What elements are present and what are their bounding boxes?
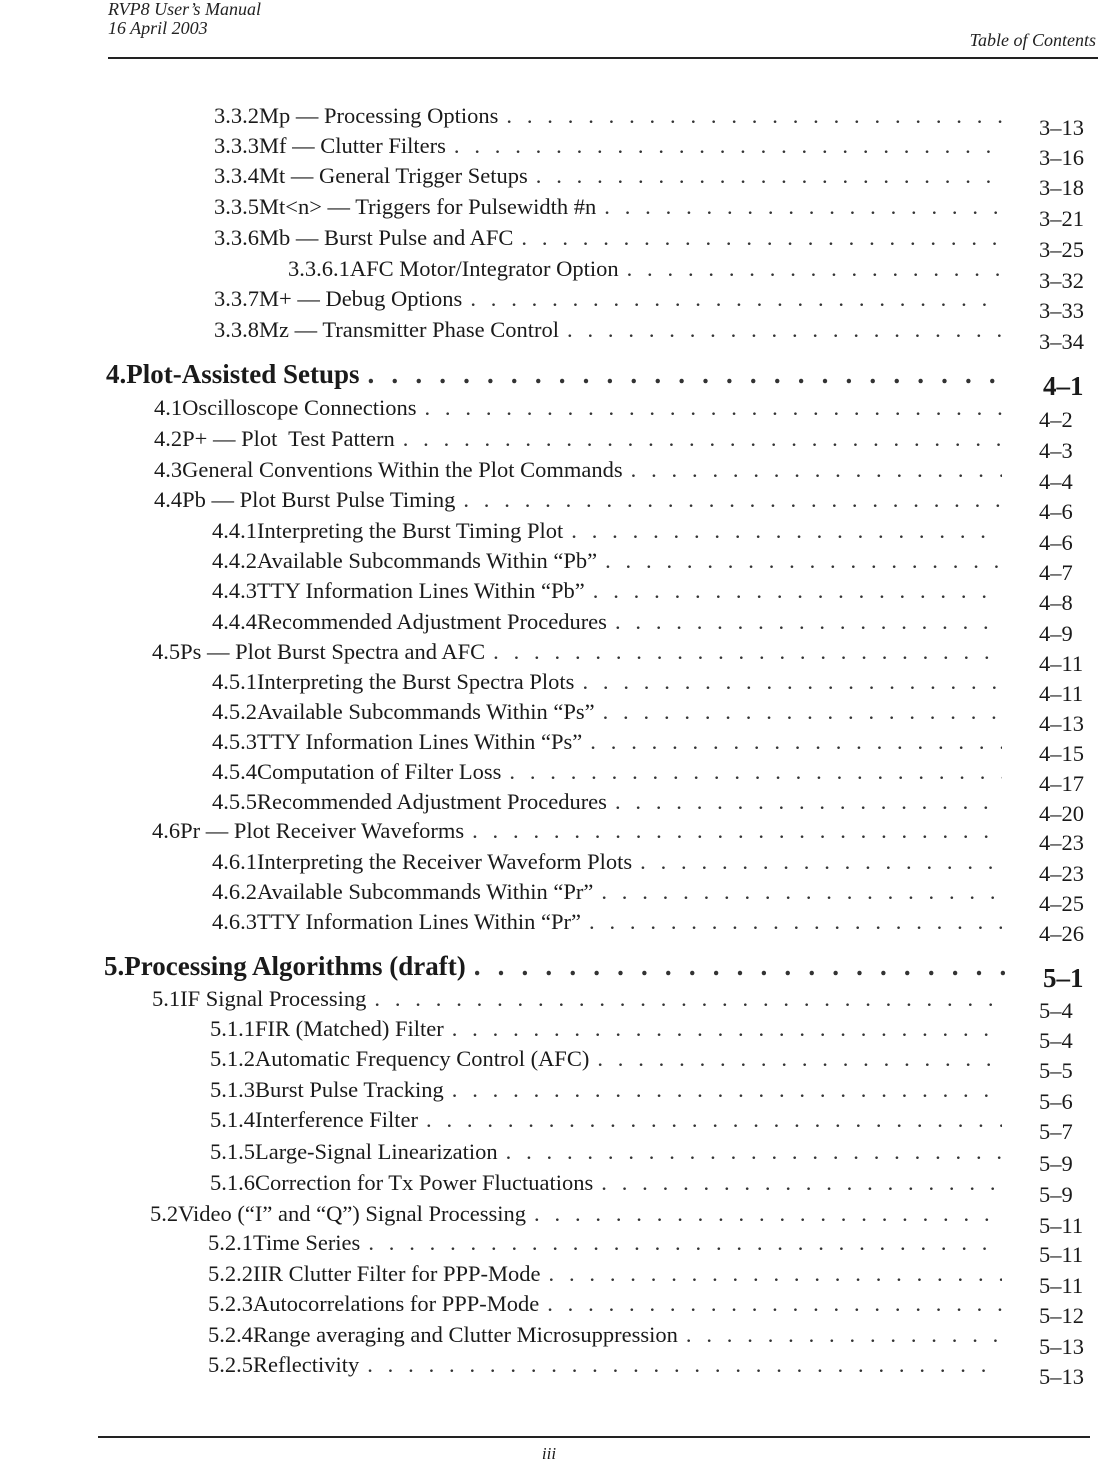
toc-page: 4–6 xyxy=(1039,499,1073,524)
toc-title: Recommended Adjustment Procedures xyxy=(257,609,607,634)
toc-number: 5.1.5 xyxy=(210,1139,255,1164)
toc-number: 3.3.7 xyxy=(214,286,259,311)
toc-title: Mt<n> — Triggers for Pulsewidth #n xyxy=(259,194,597,219)
toc-title: Interpreting the Burst Timing Plot xyxy=(257,518,564,543)
dot-leader xyxy=(536,163,1002,189)
toc-chapter[interactable] xyxy=(104,951,1084,993)
toc-page: 3–34 xyxy=(1039,329,1084,354)
toc-number: 4.1 xyxy=(154,395,183,420)
toc-page: 4–20 xyxy=(1039,801,1084,826)
toc-number: 4.4.1 xyxy=(212,518,257,543)
toc-title: Interpreting the Receiver Waveform Plots xyxy=(257,849,633,874)
toc-entry[interactable] xyxy=(152,986,1073,1023)
dot-leader xyxy=(426,1107,1002,1133)
toc-page: 4–11 xyxy=(1039,651,1084,676)
dot-leader xyxy=(567,317,1002,343)
toc-entry[interactable] xyxy=(208,1352,1084,1389)
toc-number: 4.5.2 xyxy=(212,699,257,724)
dot-leader xyxy=(534,1201,1002,1227)
toc-number: 4.2 xyxy=(154,426,183,451)
dot-leader xyxy=(506,103,1002,129)
toc-chapter[interactable] xyxy=(106,359,1084,401)
toc-number: 5.2.3 xyxy=(208,1291,253,1316)
toc-entry[interactable] xyxy=(208,1291,1084,1328)
toc-entry[interactable] xyxy=(288,256,1084,293)
toc-entry[interactable] xyxy=(210,1077,1073,1114)
toc-number: 5.2 xyxy=(150,1201,179,1226)
page-number: iii xyxy=(541,1444,557,1463)
toc-number: 4.4.3 xyxy=(212,578,257,603)
toc-number: 5.1.2 xyxy=(210,1046,255,1071)
dot-leader xyxy=(582,669,1002,695)
toc-number: 4.5.4 xyxy=(212,759,257,784)
toc-number: 3.3.6.1 xyxy=(288,256,350,281)
toc-entry[interactable] xyxy=(154,426,1073,463)
toc-number: 4.5.5 xyxy=(212,789,257,814)
toc-title: Mt — General Trigger Setups xyxy=(259,163,528,188)
toc-page: 4–23 xyxy=(1039,830,1084,855)
toc-title: Ps — Plot Burst Spectra and AFC xyxy=(180,639,486,664)
toc-page: 5–11 xyxy=(1039,1242,1084,1267)
toc-number: 3.3.6 xyxy=(214,225,259,250)
toc-title: Processing Algorithms (draft) xyxy=(124,951,466,981)
running-header xyxy=(108,0,261,38)
toc-title: Automatic Frequency Control (AFC) xyxy=(255,1046,590,1071)
toc-page: 4–1 xyxy=(1043,371,1084,401)
dot-leader xyxy=(601,879,1002,905)
toc-title: Pb — Plot Burst Pulse Timing xyxy=(182,487,456,512)
dot-leader xyxy=(424,395,1002,421)
toc-title: Plot-Assisted Setups xyxy=(126,359,360,389)
dot-leader xyxy=(493,639,1002,665)
toc-entry[interactable] xyxy=(150,1201,1084,1238)
dot-leader xyxy=(615,609,1002,635)
toc-number: 5.1 xyxy=(152,986,181,1011)
toc-title: Available Subcommands Within “Ps” xyxy=(257,699,595,724)
toc-page: 5–7 xyxy=(1039,1119,1073,1144)
toc-number: 4.6.1 xyxy=(212,849,257,874)
toc-number: 5.1.1 xyxy=(210,1016,255,1041)
toc-title: FIR (Matched) Filter xyxy=(255,1016,444,1041)
toc-entry[interactable] xyxy=(212,849,1084,886)
footer-rule xyxy=(98,1436,1090,1438)
toc-page: 4–3 xyxy=(1039,438,1073,463)
toc-entry[interactable] xyxy=(214,163,1084,200)
toc-page: 5–4 xyxy=(1039,998,1073,1023)
toc-page: 5–9 xyxy=(1039,1151,1073,1176)
dot-leader xyxy=(601,1170,1002,1196)
toc-title: General Conventions Within the Plot Commands xyxy=(182,457,623,482)
toc-number: 5.2.4 xyxy=(208,1322,253,1347)
dot-leader xyxy=(470,286,1002,312)
toc-entry[interactable] xyxy=(212,609,1073,646)
toc-entry[interactable] xyxy=(210,1046,1073,1083)
toc-number: 4.5.1 xyxy=(212,669,257,694)
toc-entry[interactable] xyxy=(208,1322,1084,1359)
toc-page: 3–33 xyxy=(1039,298,1084,323)
toc-title: Mp — Processing Options xyxy=(259,103,499,128)
toc-number: 4.4.2 xyxy=(212,548,257,573)
toc-title: Reflectivity xyxy=(253,1352,360,1377)
dot-leader xyxy=(547,1291,1002,1317)
dot-leader xyxy=(454,133,1002,159)
toc-title: Available Subcommands Within “Pb” xyxy=(257,548,598,573)
dot-leader xyxy=(368,1230,1002,1256)
dot-leader xyxy=(615,789,1002,815)
toc-title: Mz — Transmitter Phase Control xyxy=(259,317,560,342)
toc-number: 4.4.4 xyxy=(212,609,257,634)
toc-title: Interpreting the Burst Spectra Plots xyxy=(257,669,575,694)
toc-title: AFC Motor/Integrator Option xyxy=(349,256,619,281)
toc-number: 5.2.2 xyxy=(208,1261,253,1286)
dot-leader xyxy=(605,548,1002,574)
dot-leader xyxy=(509,759,1002,785)
toc-page: 4–8 xyxy=(1039,590,1073,615)
toc-title: Available Subcommands Within “Pr” xyxy=(257,879,594,904)
toc-number: 3.3.8 xyxy=(214,317,259,342)
toc-title: IIR Clutter Filter for PPP-Mode xyxy=(253,1261,541,1286)
toc-number: 4.4 xyxy=(154,487,183,512)
toc-entry[interactable] xyxy=(212,518,1073,555)
dot-leader xyxy=(368,359,1006,390)
toc-page: 3–16 xyxy=(1039,145,1084,170)
toc-number: 5.1.6 xyxy=(210,1170,255,1195)
toc-title: P+ — Plot Test Pattern xyxy=(182,426,395,451)
dot-leader xyxy=(403,426,1002,452)
toc-page: 3–32 xyxy=(1039,268,1084,293)
toc-title: Autocorrelations for PPP-Mode xyxy=(253,1291,540,1316)
dot-leader xyxy=(597,1046,1002,1072)
toc-page: 5–11 xyxy=(1039,1273,1084,1298)
toc-title: Interference Filter xyxy=(255,1107,419,1132)
dot-leader xyxy=(627,256,1002,282)
toc-page: 3–18 xyxy=(1039,175,1084,200)
dot-leader xyxy=(452,1016,1002,1042)
manual-title: RVP8 User’s Manual xyxy=(108,0,261,19)
toc-entry[interactable] xyxy=(212,548,1073,585)
toc-page: 4–7 xyxy=(1039,560,1073,585)
toc-number: 4.6.2 xyxy=(212,879,257,904)
toc-page: 5–9 xyxy=(1039,1182,1073,1207)
toc-page: 4–23 xyxy=(1039,861,1084,886)
toc-number: 4.6.3 xyxy=(212,909,257,934)
header-rule xyxy=(108,57,1098,59)
toc-entry[interactable] xyxy=(214,225,1084,262)
toc-title: Recommended Adjustment Procedures xyxy=(257,789,607,814)
dot-leader xyxy=(571,518,1002,544)
toc-page: 4–4 xyxy=(1039,469,1073,494)
toc-number: 4.5.3 xyxy=(212,729,257,754)
dot-leader xyxy=(463,487,1002,513)
toc-entry[interactable] xyxy=(212,909,1084,946)
toc-page: 5–4 xyxy=(1039,1028,1073,1053)
toc-page: 5–1 xyxy=(1043,963,1084,993)
toc-entry[interactable] xyxy=(154,395,1073,432)
toc-number: 5. xyxy=(104,951,125,981)
toc-entry[interactable] xyxy=(152,639,1084,676)
toc-page: 5–6 xyxy=(1039,1089,1073,1114)
toc-page: 4–13 xyxy=(1039,711,1084,736)
dot-leader xyxy=(590,729,1002,755)
toc-title: Large-Signal Linearization xyxy=(255,1139,498,1164)
toc-entry[interactable] xyxy=(214,286,1084,323)
toc-entry[interactable] xyxy=(212,578,1073,615)
toc-page: 3–25 xyxy=(1039,237,1084,262)
dot-leader xyxy=(506,1139,1002,1165)
toc-number: 4. xyxy=(106,359,127,389)
toc-number: 5.1.4 xyxy=(210,1107,255,1132)
toc-page: 5–12 xyxy=(1039,1303,1084,1328)
toc-number: 3.3.4 xyxy=(214,163,259,188)
dot-leader xyxy=(589,909,1002,935)
toc-number: 4.3 xyxy=(154,457,183,482)
toc-title: Mf — Clutter Filters xyxy=(259,133,446,158)
toc-entry[interactable] xyxy=(214,317,1084,354)
toc-number: 4.5 xyxy=(152,639,181,664)
toc-number: 4.6 xyxy=(152,818,181,843)
toc-page: 3–21 xyxy=(1039,206,1084,231)
toc-page: 4–26 xyxy=(1039,921,1084,946)
dot-leader xyxy=(452,1077,1002,1103)
toc-page: 5–11 xyxy=(1039,1213,1084,1238)
toc-entry[interactable] xyxy=(152,818,1084,855)
dot-leader xyxy=(521,225,1002,251)
toc-title: Correction for Tx Power Fluctuations xyxy=(255,1170,594,1195)
toc-entry[interactable] xyxy=(210,1107,1073,1144)
toc-number: 5.2.1 xyxy=(208,1230,253,1255)
toc-page: 4–6 xyxy=(1039,530,1073,555)
toc-page: 3–13 xyxy=(1039,115,1084,140)
toc-entry[interactable] xyxy=(212,879,1084,916)
dot-leader xyxy=(593,578,1002,604)
toc-entry[interactable] xyxy=(214,103,1084,140)
toc-entry[interactable] xyxy=(212,759,1084,796)
toc-page: 5–13 xyxy=(1039,1364,1084,1389)
toc-page: 4–17 xyxy=(1039,771,1084,796)
toc-entry[interactable] xyxy=(212,669,1084,706)
toc-title: Mb — Burst Pulse and AFC xyxy=(259,225,514,250)
toc-title: Video (“I” and “Q”) Signal Processing xyxy=(178,1201,527,1226)
dot-leader xyxy=(474,951,1006,982)
toc-number: 5.1.3 xyxy=(210,1077,255,1102)
toc-title: TTY Information Lines Within “Pb” xyxy=(257,578,585,603)
dot-leader xyxy=(604,194,1002,220)
toc-entry[interactable] xyxy=(212,729,1084,766)
toc-entry[interactable] xyxy=(208,1230,1084,1267)
toc-page: 4–11 xyxy=(1039,681,1084,706)
toc-title: M+ — Debug Options xyxy=(259,286,463,311)
toc-entry[interactable] xyxy=(210,1139,1073,1176)
toc-title: TTY Information Lines Within “Ps” xyxy=(257,729,583,754)
toc-page: 4–15 xyxy=(1039,741,1084,766)
toc-entry[interactable] xyxy=(154,457,1073,494)
toc-number: 5.2.5 xyxy=(208,1352,253,1377)
toc-entry[interactable] xyxy=(210,1016,1073,1053)
toc-title: TTY Information Lines Within “Pr” xyxy=(257,909,582,934)
toc-title: IF Signal Processing xyxy=(180,986,367,1011)
toc-title: Burst Pulse Tracking xyxy=(255,1077,444,1102)
toc-title: Pr — Plot Receiver Waveforms xyxy=(180,818,465,843)
toc-entry[interactable] xyxy=(212,789,1084,826)
toc-number: 3.3.3 xyxy=(214,133,259,158)
dot-leader xyxy=(686,1322,1002,1348)
toc-page: 4–2 xyxy=(1039,407,1073,432)
toc-title: Oscilloscope Connections xyxy=(182,395,417,420)
toc-page: 5–5 xyxy=(1039,1058,1073,1083)
section-label: Table of Contents xyxy=(969,30,1096,50)
dot-leader xyxy=(472,818,1002,844)
toc-entry[interactable] xyxy=(154,487,1073,524)
toc-entry[interactable] xyxy=(214,133,1084,170)
toc-title: Time Series xyxy=(253,1230,361,1255)
toc-title: Computation of Filter Loss xyxy=(257,759,502,784)
dot-leader xyxy=(374,986,1002,1012)
toc-entry[interactable] xyxy=(208,1261,1084,1298)
toc-number: 3.3.2 xyxy=(214,103,259,128)
toc-page: 4–25 xyxy=(1039,891,1084,916)
toc-entry[interactable] xyxy=(212,699,1084,736)
toc-number: 3.3.5 xyxy=(214,194,259,219)
toc-entry[interactable] xyxy=(210,1170,1073,1207)
dot-leader xyxy=(549,1261,1003,1287)
dot-leader xyxy=(367,1352,1002,1378)
toc-page: 4–9 xyxy=(1039,621,1073,646)
toc-title: Range averaging and Clutter Microsuppression xyxy=(253,1322,678,1347)
toc-entry[interactable] xyxy=(214,194,1084,231)
manual-date: 16 April 2003 xyxy=(108,18,208,38)
dot-leader xyxy=(603,699,1002,725)
dot-leader xyxy=(631,457,1002,483)
toc-page: 5–13 xyxy=(1039,1334,1084,1359)
dot-leader xyxy=(640,849,1002,875)
